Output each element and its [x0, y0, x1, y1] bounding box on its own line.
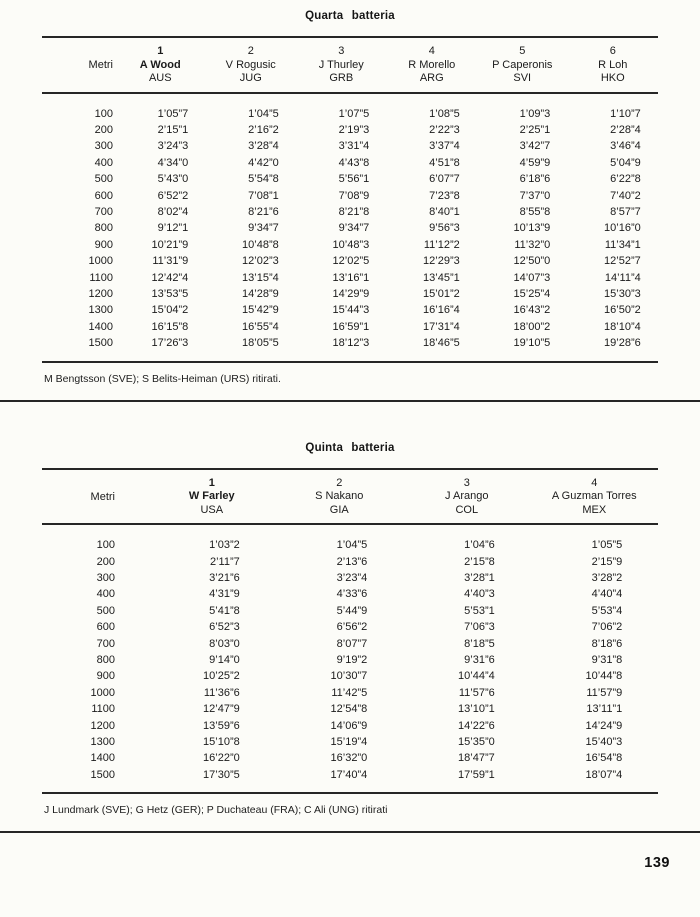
time-cell: 11’32”0	[514, 238, 551, 251]
competitor-num: 2	[247, 45, 254, 57]
time-cell: 10’30”7	[330, 670, 368, 683]
time-cell: 5’44”9	[336, 604, 368, 617]
time-cell: 15’19”4	[330, 735, 368, 748]
time-cell: 14’22”6	[458, 719, 495, 732]
time-cell: 2’15”8	[464, 555, 495, 568]
time-cell: 19’10”5	[513, 337, 551, 350]
distance-cell: 800	[94, 222, 113, 235]
table-row	[42, 636, 658, 652]
time-cell: 18’12”3	[332, 337, 370, 350]
distance-cell: 1000	[88, 255, 113, 268]
time-cell: 2’19”3	[338, 123, 370, 136]
time-cell: 7’08”9	[338, 189, 370, 202]
table-row	[42, 220, 658, 236]
distance-cell: 600	[94, 189, 113, 202]
time-cell: 15’04”2	[151, 304, 189, 317]
time-cell: 6’52”2	[157, 189, 189, 202]
distance-cell: 900	[94, 238, 113, 251]
time-cell: 8’02”4	[157, 205, 189, 218]
time-cell: 6’22”8	[610, 173, 641, 186]
distance-cell: 1100	[89, 271, 113, 284]
competitor-num: 3	[463, 476, 470, 489]
time-cell: 12’52”7	[604, 255, 641, 268]
time-cell: 11’31”9	[152, 255, 189, 268]
distance-cell: 700	[94, 205, 113, 218]
time-cell: 11’57”9	[586, 686, 623, 699]
time-cell: 3’23”4	[336, 571, 368, 584]
distance-cell: 1300	[88, 304, 113, 317]
header-row	[42, 37, 658, 93]
table-row	[42, 734, 658, 750]
time-cell: 6’18”6	[519, 173, 551, 186]
page-number: 139	[644, 855, 670, 871]
section-divider	[0, 831, 700, 833]
competitor-num: 6	[609, 45, 616, 57]
time-cell: 1’05”7	[157, 107, 189, 120]
time-cell: 15’10”8	[203, 735, 240, 748]
time-cell: 1’07”5	[338, 107, 370, 120]
time-cell: 11’42”5	[331, 686, 368, 699]
time-cell: 15’40”3	[585, 735, 623, 748]
competitor-header	[115, 37, 206, 93]
time-cell: 2’11”7	[209, 555, 240, 568]
time-cell: 8’55”8	[519, 205, 551, 218]
distance-cell: 900	[96, 670, 115, 683]
competitor-country: GRB	[329, 72, 354, 84]
time-cell: 16’22”0	[203, 752, 240, 765]
time-cell: 2’22”3	[429, 123, 460, 136]
time-cell: 5’43”0	[157, 173, 189, 186]
time-cell: 13’15”4	[242, 271, 279, 284]
competitor-num: 5	[519, 45, 526, 57]
time-cell: 17’30”5	[203, 768, 240, 781]
time-cell: 4’59”9	[519, 156, 551, 169]
time-cell: 13’16”1	[332, 271, 370, 284]
time-cell: 6’56”2	[336, 621, 368, 634]
time-cell: 3’37”4	[429, 140, 460, 153]
time-cell: 4’40”4	[591, 588, 623, 601]
table-row	[42, 155, 658, 171]
time-cell: 10’48”3	[332, 238, 370, 251]
competitor-num: 2	[336, 476, 343, 489]
distance-cell: 800	[96, 653, 115, 666]
time-cell: 5’53”1	[464, 604, 495, 617]
table-row	[42, 188, 658, 204]
time-cell: 8’57”7	[610, 205, 641, 218]
competitor-header	[403, 469, 531, 525]
time-cell: 9’31”6	[464, 653, 495, 666]
time-cell: 16’55”4	[242, 320, 279, 333]
table-row	[42, 138, 658, 154]
time-cell: 8’21”8	[338, 205, 370, 218]
metri-column-header: Metri	[42, 37, 115, 93]
competitor-header	[531, 469, 659, 525]
time-cell: 15’42”9	[242, 304, 279, 317]
time-cell: 10’25”2	[203, 670, 240, 683]
table-row	[42, 335, 658, 361]
time-cell: 12’54”8	[330, 703, 368, 716]
time-cell: 11’57”6	[458, 686, 495, 699]
competitor-num: 1	[208, 476, 215, 489]
table-row	[42, 652, 658, 668]
time-cell: 1’10”7	[610, 107, 641, 120]
competitor-cname: A Guzman Torres	[551, 490, 637, 503]
time-cell: 15’30”3	[604, 287, 641, 300]
distance-cell: 200	[94, 123, 113, 136]
competitor-num: 3	[338, 45, 345, 57]
time-cell: 8’07”7	[336, 637, 368, 650]
time-cell: 12’02”3	[242, 255, 279, 268]
time-cell: 2’15”1	[157, 123, 189, 136]
time-cell: 7’37”0	[519, 189, 551, 202]
time-cell: 5’04”9	[610, 156, 641, 169]
time-cell: 17’31”4	[423, 320, 460, 333]
distance-cell: 1500	[90, 768, 115, 781]
distance-cell: 500	[96, 604, 115, 617]
time-cell: 15’25”4	[513, 287, 551, 300]
heat-section-quarta	[0, 10, 700, 385]
competitor-num: 1	[157, 45, 164, 57]
competitor-num: 4	[428, 45, 435, 57]
distance-cell: 1400	[88, 320, 113, 333]
table-row	[42, 767, 658, 793]
competitor-cname: V Rogusic	[225, 58, 276, 71]
distance-cell: 1200	[90, 719, 115, 732]
time-cell: 14’29”9	[332, 287, 370, 300]
time-cell: 14’11”4	[604, 271, 641, 284]
time-cell: 4’51”8	[429, 156, 460, 169]
time-cell: 2’28”4	[610, 123, 641, 136]
time-cell: 2’13”6	[336, 555, 368, 568]
distance-cell: 200	[96, 555, 115, 568]
competitor-country: AUS	[148, 72, 172, 84]
time-cell: 18’47”7	[458, 752, 495, 765]
distance-cell: 400	[94, 156, 113, 169]
time-cell: 18’10”4	[604, 320, 641, 333]
time-cell: 10’48”8	[242, 238, 279, 251]
time-cell: 3’28”4	[248, 140, 279, 153]
distance-cell: 1000	[90, 686, 115, 699]
heat-section-quinta	[0, 442, 700, 817]
time-cell: 3’24”3	[157, 140, 189, 153]
time-cell: 1’05”5	[591, 539, 623, 552]
time-cell: 8’18”5	[464, 637, 495, 650]
time-cell: 8’18”6	[591, 637, 623, 650]
time-cell: 10’16”0	[604, 222, 641, 235]
time-cell: 10’13”9	[513, 222, 551, 235]
competitor-num: 4	[591, 476, 598, 489]
competitor-cname: A Wood	[139, 58, 181, 71]
table-row	[42, 701, 658, 717]
table-row	[42, 685, 658, 701]
competitor-country: COL	[455, 503, 479, 516]
table-row	[42, 554, 658, 570]
competitor-country: HKO	[600, 72, 625, 84]
competitor-country: GIA	[329, 503, 349, 516]
distance-cell: 700	[96, 637, 115, 650]
time-cell: 3’21”6	[209, 571, 240, 584]
competitor-cname: R Loh	[598, 58, 628, 71]
retired-note: M Bengtsson (SVE); S Belits-Heiman (URS) ritirati.	[44, 372, 281, 385]
time-cell: 4’34”0	[157, 156, 189, 169]
time-cell: 5’56”1	[338, 173, 370, 186]
time-cell: 18’05”5	[242, 337, 279, 350]
header-row	[42, 469, 658, 525]
time-cell: 12’47”9	[203, 703, 240, 716]
time-cell: 9’34”7	[338, 222, 370, 235]
time-cell: 12’29”3	[423, 255, 460, 268]
competitor-country: MEX	[582, 503, 607, 516]
competitor-header	[568, 37, 659, 93]
time-cell: 9’31”8	[591, 653, 623, 666]
competitor-header	[477, 37, 568, 93]
heat-title: Quinta batteria	[305, 441, 395, 454]
distance-cell: 1400	[90, 752, 115, 765]
time-cell: 16’16”4	[423, 304, 460, 317]
distance-cell: 600	[96, 621, 115, 634]
time-cell: 16’32”0	[330, 752, 368, 765]
time-cell: 9’19”2	[336, 653, 368, 666]
table-row	[42, 586, 658, 602]
time-cell: 13’10”1	[458, 703, 495, 716]
table-row	[42, 122, 658, 138]
time-cell: 17’26”3	[151, 337, 189, 350]
time-cell: 14’07”3	[513, 271, 551, 284]
time-cell: 3’31”4	[338, 140, 370, 153]
competitor-country: SVI	[513, 72, 532, 84]
competitor-cname: R Morello	[408, 58, 456, 71]
competitor-cname: W Farley	[188, 490, 235, 503]
table-row	[42, 319, 658, 335]
time-cell: 12’42”4	[151, 271, 189, 284]
time-cell: 7’06”2	[591, 621, 623, 634]
time-cell: 12’50”0	[513, 255, 551, 268]
time-cell: 17’59”1	[458, 768, 495, 781]
time-cell: 14’28”9	[242, 287, 279, 300]
table-row	[42, 750, 658, 766]
time-cell: 11’34”1	[604, 238, 641, 251]
table-row	[42, 270, 658, 286]
distance-cell: 1200	[88, 287, 113, 300]
time-cell: 13’11”1	[586, 703, 623, 716]
time-cell: 3’28”1	[464, 571, 495, 584]
time-cell: 9’34”7	[248, 222, 279, 235]
time-cell: 11’12”2	[423, 238, 460, 251]
table-row	[42, 718, 658, 734]
time-cell: 4’33”6	[336, 588, 368, 601]
time-cell: 9’12”1	[157, 222, 189, 235]
time-cell: 2’25”1	[519, 123, 551, 136]
time-cell: 4’43”8	[338, 156, 370, 169]
retired-note: J Lundmark (SVE); G Hetz (GER); P Duchateau (FRA); C Ali (UNG) ritirati	[44, 804, 388, 817]
time-cell: 14’06”9	[330, 719, 368, 732]
time-cell: 7’06”3	[464, 621, 495, 634]
time-cell: 16’15”8	[151, 320, 189, 333]
results-table	[42, 468, 658, 795]
time-cell: 18’00”2	[513, 320, 551, 333]
time-cell: 7’23”8	[429, 189, 460, 202]
competitor-country: JUG	[239, 72, 262, 84]
time-cell: 10’44”4	[458, 670, 495, 683]
distance-cell: 300	[94, 140, 113, 153]
time-cell: 15’01”2	[423, 287, 460, 300]
time-cell: 18’46”5	[423, 337, 460, 350]
time-cell: 16’50”2	[604, 304, 641, 317]
time-cell: 7’40”2	[610, 189, 641, 202]
time-cell: 8’03”0	[209, 637, 240, 650]
distance-cell: 400	[96, 588, 115, 601]
competitor-header	[296, 37, 387, 93]
time-cell: 13’45”1	[423, 271, 460, 284]
competitor-header	[148, 469, 276, 525]
time-cell: 5’41”8	[209, 604, 240, 617]
time-cell: 2’15”9	[591, 555, 623, 568]
competitor-header	[276, 469, 404, 525]
time-cell: 17’40”4	[330, 768, 368, 781]
competitor-cname: P Caperonis	[492, 58, 553, 71]
time-cell: 11’36”6	[203, 686, 240, 699]
time-cell: 10’21”9	[151, 238, 189, 251]
competitor-cname: J Thurley	[318, 58, 364, 71]
results-table	[42, 36, 658, 363]
table-row	[42, 286, 658, 302]
time-cell: 8’40”1	[429, 205, 460, 218]
distance-cell: 100	[94, 107, 113, 120]
time-cell: 1’04”5	[336, 539, 368, 552]
table-row	[42, 253, 658, 269]
time-cell: 13’53”5	[151, 287, 189, 300]
metri-column-header: Metri	[42, 469, 148, 525]
time-cell: 3’28”2	[591, 571, 623, 584]
table-row	[42, 237, 658, 253]
competitor-cname: S Nakano	[315, 490, 364, 503]
table-row	[42, 603, 658, 619]
time-cell: 18’07”4	[585, 768, 623, 781]
distance-cell: 300	[96, 571, 115, 584]
time-cell: 15’44”3	[332, 304, 370, 317]
section-divider	[0, 400, 700, 402]
time-cell: 16’59”1	[332, 320, 370, 333]
distance-cell: 1100	[91, 703, 115, 716]
table-row	[42, 302, 658, 318]
competitor-header	[387, 37, 478, 93]
time-cell: 1’04”6	[464, 539, 495, 552]
competitor-header	[206, 37, 297, 93]
time-cell: 1’03”2	[209, 539, 240, 552]
table-row	[42, 204, 658, 220]
distance-cell: 500	[94, 173, 113, 186]
table-row	[42, 93, 658, 122]
time-cell: 10’44”8	[585, 670, 623, 683]
table-row	[42, 668, 658, 684]
time-cell: 2’16”2	[248, 123, 279, 136]
time-cell: 1’04”5	[248, 107, 279, 120]
time-cell: 8’21”6	[248, 205, 279, 218]
time-cell: 4’42”0	[248, 156, 279, 169]
time-cell: 13’59”6	[203, 719, 240, 732]
time-cell: 6’07”7	[429, 173, 460, 186]
competitor-country: USA	[200, 503, 224, 516]
time-cell: 7’08”1	[248, 189, 279, 202]
table-row	[42, 524, 658, 553]
time-cell: 3’46”4	[610, 140, 641, 153]
time-cell: 12’02”5	[332, 255, 370, 268]
time-cell: 16’54”8	[585, 752, 623, 765]
table-row	[42, 570, 658, 586]
heat-title: Quarta batteria	[305, 10, 395, 22]
time-cell: 5’53”4	[591, 604, 623, 617]
time-cell: 1’09”3	[519, 107, 551, 120]
time-cell: 3’42”7	[519, 140, 551, 153]
distance-cell: 1500	[88, 337, 113, 350]
time-cell: 5’54”8	[248, 173, 279, 186]
table-row	[42, 171, 658, 187]
time-cell: 9’14”0	[209, 653, 240, 666]
table-row	[42, 619, 658, 635]
competitor-cname: J Arango	[445, 490, 489, 503]
time-cell: 15’35”0	[458, 735, 495, 748]
time-cell: 16’43”2	[513, 304, 551, 317]
time-cell: 19’28”6	[604, 337, 641, 350]
time-cell: 14’24”9	[585, 719, 623, 732]
time-cell: 4’40”3	[464, 588, 495, 601]
distance-cell: 1300	[90, 735, 115, 748]
distance-cell: 100	[96, 539, 115, 552]
competitor-country: ARG	[419, 72, 444, 84]
time-cell: 6’52”3	[209, 621, 240, 634]
time-cell: 9’56”3	[429, 222, 460, 235]
time-cell: 4’31”9	[209, 588, 240, 601]
time-cell: 1’08”5	[429, 107, 460, 120]
